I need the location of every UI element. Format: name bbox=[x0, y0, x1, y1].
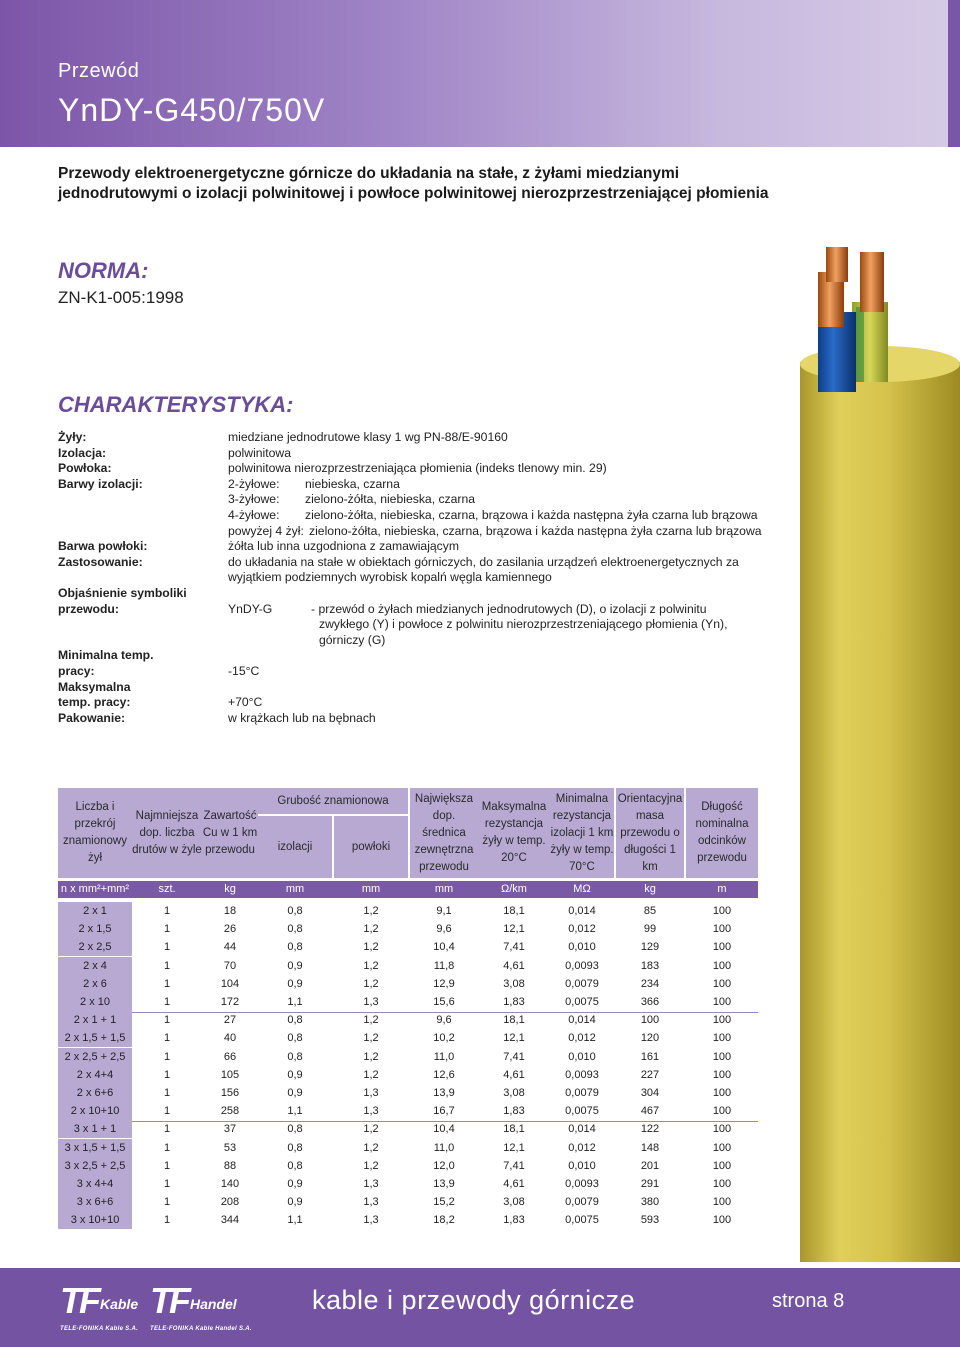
col-header: izolacji bbox=[258, 816, 332, 878]
copper-wire-3 bbox=[826, 247, 848, 282]
table-cell: 0,014 bbox=[568, 1014, 596, 1027]
prop-label: Barwa powłoki: bbox=[58, 539, 148, 554]
table-cell: 2 x 1 + 1 bbox=[58, 1011, 132, 1029]
table-cell: 1,1 bbox=[287, 1105, 303, 1118]
table-cell: 2 x 10 bbox=[58, 993, 132, 1011]
prop-label: przewodu: bbox=[58, 601, 119, 616]
table-cell: 100 bbox=[712, 1159, 732, 1172]
symbol-code: YnDY-G bbox=[228, 601, 273, 616]
table-cell: 37 bbox=[223, 1123, 237, 1136]
table-cell: 1,2 bbox=[363, 905, 379, 917]
prop-label: Pakowanie: bbox=[58, 710, 126, 725]
table-cell: 1,2 bbox=[363, 1014, 379, 1027]
table-cell: 1 bbox=[163, 1032, 171, 1045]
logo-letters: TF bbox=[150, 1280, 188, 1321]
table-cell: 0,0093 bbox=[565, 1068, 599, 1081]
prop-value: -15°C bbox=[228, 664, 260, 678]
table-cell: 2 x 4+4 bbox=[58, 1066, 132, 1084]
table-cell: 26 bbox=[223, 923, 237, 936]
table-row bbox=[58, 1157, 758, 1175]
table-cell: 3 x 4+4 bbox=[58, 1175, 132, 1193]
table-cell: 0,8 bbox=[287, 1123, 303, 1136]
table-cell: 1 bbox=[163, 923, 171, 936]
table-cell: 1,3 bbox=[363, 1196, 379, 1209]
table-cell: 3 x 6+6 bbox=[58, 1193, 132, 1211]
table-row bbox=[58, 1175, 758, 1193]
table-cell: 2 x 4 bbox=[58, 957, 132, 975]
table-cell: 227 bbox=[640, 1068, 660, 1081]
table-cell: 1,1 bbox=[287, 1214, 303, 1227]
table-cell: 0,9 bbox=[287, 959, 303, 972]
table-cell: 100 bbox=[712, 1032, 732, 1045]
table-cell: 1,2 bbox=[363, 1123, 379, 1136]
symbol-explanation: górniczy (G) bbox=[319, 632, 386, 647]
table-cell: 1,3 bbox=[363, 1178, 379, 1190]
cable-illustration bbox=[790, 222, 960, 1262]
norma-title: NORMA: bbox=[58, 258, 149, 283]
table-cell: 100 bbox=[712, 941, 732, 954]
table-cell: 12,1 bbox=[503, 1032, 525, 1045]
table-cell: 258 bbox=[220, 1105, 240, 1118]
logo-name: Handel bbox=[189, 1296, 237, 1312]
table-cell: 100 bbox=[712, 1105, 732, 1118]
unit-cell: Ω/km bbox=[501, 883, 527, 895]
table-cell: 15,2 bbox=[433, 1196, 455, 1209]
table-cell: 593 bbox=[640, 1214, 660, 1227]
table-cell: 4,61 bbox=[503, 959, 525, 972]
table-cell: 3,08 bbox=[503, 1087, 525, 1099]
color-key: 2-żyłowe: bbox=[228, 476, 280, 491]
table-row bbox=[58, 1066, 758, 1084]
table-cell: 0,8 bbox=[287, 1032, 303, 1045]
table-cell: 467 bbox=[640, 1105, 660, 1118]
table-cell: 0,9 bbox=[287, 1087, 303, 1099]
unit-cell: mm bbox=[285, 883, 305, 895]
table-row bbox=[58, 957, 758, 975]
col-header: Najmniejsza dop. liczba drutów w żyle bbox=[132, 788, 202, 878]
table-cell: 0,8 bbox=[287, 923, 303, 936]
table-row bbox=[58, 1084, 758, 1102]
table-row bbox=[58, 1011, 758, 1029]
table-cell: 140 bbox=[220, 1178, 240, 1190]
table-cell: 0,8 bbox=[287, 905, 303, 917]
table-cell: 3 x 1 + 1 bbox=[58, 1120, 132, 1138]
table-cell: 18,1 bbox=[503, 1123, 525, 1136]
prop-value: wyjątkiem podziemnych wyrobisk kopalń węgla kamiennego bbox=[228, 570, 552, 585]
table-cell: 1,3 bbox=[363, 1105, 379, 1118]
table-cell: 0,0075 bbox=[565, 1105, 599, 1118]
logo-name: Kable bbox=[99, 1296, 139, 1312]
table-cell: 10,2 bbox=[433, 1032, 455, 1045]
prop-label: Objaśnienie symboliki bbox=[58, 586, 187, 600]
table-cell: 100 bbox=[712, 1014, 732, 1027]
table-cell: 0,014 bbox=[568, 1123, 596, 1136]
header-banner bbox=[0, 0, 960, 147]
table-cell: 1,2 bbox=[363, 923, 379, 936]
table-cell: 2 x 6+6 bbox=[58, 1084, 132, 1102]
symbol-explanation: - przewód o żyłach miedzianych jednodrutowych (D), o izolacji z polwinitu bbox=[311, 601, 707, 616]
table-cell: 0,9 bbox=[287, 1178, 303, 1190]
symbol-explanation: zwykłego (Y) i powłoce z polwinitu nierozprzestrzeniającego płomienia (Yn), bbox=[319, 617, 728, 632]
footer-tagline: kable i przewody górnicze bbox=[312, 1285, 636, 1315]
page-number: strona 8 bbox=[772, 1290, 845, 1312]
col-header: Zawartość Cu w 1 km przewodu bbox=[202, 788, 258, 878]
prop-value: +70°C bbox=[228, 695, 263, 710]
table-row bbox=[58, 1029, 758, 1047]
table-cell: 1,83 bbox=[503, 1105, 525, 1118]
table-cell: 1,2 bbox=[363, 1159, 379, 1172]
prop-value: do układania na stałe w obiektach górniczych, do zasilania urządzeń elektroenergetycznych za bbox=[228, 554, 739, 569]
units-row bbox=[58, 881, 758, 898]
logo-letters: TF bbox=[60, 1280, 98, 1321]
table-cell: 18 bbox=[223, 905, 237, 917]
table-cell: 0,8 bbox=[287, 941, 303, 954]
table-cell: 100 bbox=[712, 1087, 732, 1099]
table-cell: 100 bbox=[712, 1068, 732, 1081]
color-key: 4-żyłowe: bbox=[228, 508, 280, 522]
prop-label: Zastosowanie: bbox=[58, 554, 143, 569]
table-cell: 11,8 bbox=[433, 959, 455, 972]
table-cell: 304 bbox=[640, 1087, 660, 1099]
intro-text: Przewody elektroenergetyczne górnicze do układania na stałe, z żyłami miedzianymi jednodrutowymi o izolacji polwinitowej i powłoce polwinitowej nierozprzestrzeniającej płomienia bbox=[58, 165, 769, 202]
table-cell: 1,2 bbox=[363, 941, 379, 954]
table-cell: 3 x 10+10 bbox=[58, 1211, 132, 1229]
table-cell: 1 bbox=[163, 1068, 171, 1081]
table-cell: 12,1 bbox=[503, 923, 525, 936]
color-value: zielono-żółta, niebieska, czarna, brązowa i każda następna żyła czarna lub brązowa bbox=[305, 508, 758, 522]
table-cell: 172 bbox=[220, 996, 240, 1008]
table-cell: 85 bbox=[643, 905, 657, 917]
table-cell: 291 bbox=[640, 1178, 660, 1190]
table-cell: 18,2 bbox=[433, 1214, 455, 1227]
color-value: niebieska, czarna bbox=[305, 476, 400, 491]
table-cell: 11,0 bbox=[433, 1050, 455, 1063]
table-cell: 13,9 bbox=[433, 1178, 455, 1190]
col-group-header: Grubość znamionowa bbox=[258, 788, 408, 814]
prop-value: miedziane jednodrutowe klasy 1 wg PN-88/E-90160 bbox=[228, 430, 508, 444]
col-header: Minimalna rezystancja izolacji 1 km żyły w temp. 70°C bbox=[550, 788, 614, 878]
table-row bbox=[58, 920, 758, 938]
logo-company: TELE-FONIKA Kable S.A. bbox=[60, 1326, 139, 1332]
table-cell: 2 x 2,5 bbox=[58, 938, 132, 956]
table-cell: 100 bbox=[640, 1014, 660, 1027]
table-cell: 234 bbox=[640, 977, 660, 990]
table-cell: 100 bbox=[712, 1123, 732, 1136]
core-stripe bbox=[856, 307, 864, 382]
table-row bbox=[58, 1102, 758, 1120]
table-cell: 1 bbox=[163, 1105, 171, 1118]
table-cell: 148 bbox=[640, 1141, 660, 1154]
table-cell: 1 bbox=[163, 996, 171, 1008]
copper-wire-2 bbox=[860, 252, 884, 312]
table-cell: 12,0 bbox=[433, 1159, 455, 1172]
table-cell: 0,8 bbox=[287, 1159, 303, 1172]
table-cell: 1 bbox=[163, 1123, 171, 1136]
cable-sheath bbox=[800, 362, 960, 1262]
table-cell: 1,2 bbox=[363, 1050, 379, 1063]
table-cell: 0,9 bbox=[287, 1196, 303, 1209]
table-cell: 4,61 bbox=[503, 1068, 525, 1081]
table-cell: 380 bbox=[640, 1196, 660, 1209]
table-row bbox=[58, 993, 758, 1011]
table-cell: 0,0079 bbox=[565, 1087, 599, 1099]
table-cell: 53 bbox=[223, 1141, 237, 1154]
table-cell: 0,012 bbox=[568, 1141, 596, 1154]
table-cell: 1,2 bbox=[363, 959, 379, 972]
table-cell: 129 bbox=[640, 941, 660, 954]
col-header: Orientacyjna masa przewodu o długości 1 km bbox=[616, 788, 684, 878]
table-cell: 1 bbox=[163, 1141, 171, 1154]
table-cell: 18,1 bbox=[503, 905, 525, 917]
prop-label: Minimalna temp. bbox=[58, 648, 154, 663]
table-cell: 3,08 bbox=[503, 977, 525, 990]
table-row bbox=[58, 975, 758, 993]
table-cell: 1 bbox=[163, 1087, 171, 1099]
table-cell: 7,41 bbox=[503, 941, 525, 954]
table-cell: 4,61 bbox=[503, 1178, 525, 1190]
unit-cell: MΩ bbox=[573, 883, 591, 895]
table-cell: 0,8 bbox=[287, 1014, 303, 1027]
table-cell: 0,010 bbox=[568, 1159, 596, 1172]
prop-label: Barwy izolacji: bbox=[58, 476, 143, 491]
table-cell: 100 bbox=[712, 1214, 732, 1227]
unit-cell: m bbox=[717, 883, 727, 895]
table-cell: 0,9 bbox=[287, 977, 303, 990]
prop-value: w krążkach lub na bębnach bbox=[228, 710, 376, 725]
table-cell: 2 x 1 bbox=[58, 902, 132, 920]
table-cell: 0,0075 bbox=[565, 996, 599, 1008]
table-cell: 3,08 bbox=[503, 1196, 525, 1209]
prop-label: Maksymalna bbox=[58, 679, 131, 694]
table-cell: 3 x 2,5 + 2,5 bbox=[58, 1157, 132, 1175]
table-cell: 0,012 bbox=[568, 1032, 596, 1045]
table-cell: 10,4 bbox=[433, 941, 455, 954]
table-cell: 7,41 bbox=[503, 1159, 525, 1172]
table-cell: 1,2 bbox=[363, 1032, 379, 1045]
table-cell: 100 bbox=[712, 996, 732, 1008]
table-cell: 100 bbox=[712, 1141, 732, 1154]
table-cell: 1,3 bbox=[363, 1087, 379, 1099]
table-row bbox=[58, 1211, 758, 1229]
table-cell: 16,7 bbox=[433, 1105, 455, 1118]
col-header: Największa dop. średnica zewnętrzna przewodu bbox=[410, 788, 478, 878]
table-cell: 104 bbox=[220, 977, 240, 990]
table-cell: 27 bbox=[223, 1014, 237, 1027]
table-cell: 161 bbox=[640, 1050, 660, 1063]
table-cell: 12,6 bbox=[433, 1068, 455, 1081]
table-cell: 0,014 bbox=[568, 905, 596, 917]
table-cell: 1 bbox=[163, 959, 171, 972]
table-cell: 2 x 2,5 + 2,5 bbox=[58, 1048, 132, 1066]
logo-company: TELE-FONIKA Kable Handel S.A. bbox=[150, 1326, 252, 1332]
header-edge bbox=[948, 0, 960, 147]
table-cell: 2 x 6 bbox=[58, 975, 132, 993]
table-cell: 9,6 bbox=[436, 1014, 452, 1027]
table-cell: 2 x 10+10 bbox=[58, 1102, 132, 1120]
table-cell: 100 bbox=[712, 1050, 732, 1063]
table-cell: 44 bbox=[223, 941, 237, 954]
prop-label: Powłoka: bbox=[58, 461, 112, 476]
table-cell: 15,6 bbox=[433, 996, 455, 1008]
norma-value: ZN-K1-005:1998 bbox=[58, 288, 184, 307]
table-cell: 1,2 bbox=[363, 977, 379, 990]
table-cell: 7,41 bbox=[503, 1050, 525, 1063]
table-cell: 70 bbox=[223, 959, 237, 972]
col-header: Liczba i przekrój znamionowy żył bbox=[58, 788, 132, 878]
table-cell: 99 bbox=[643, 923, 657, 936]
table-cell: 201 bbox=[640, 1159, 660, 1172]
table-cell: 0,010 bbox=[568, 941, 596, 954]
table-cell: 0,0079 bbox=[565, 1196, 599, 1209]
col-header: powłoki bbox=[334, 816, 408, 878]
table-cell: 183 bbox=[640, 959, 660, 972]
table-cell: 100 bbox=[712, 1196, 732, 1209]
table-cell: 0,0079 bbox=[565, 977, 599, 990]
table-cell: 1,2 bbox=[363, 1068, 379, 1081]
logo-tf-handel bbox=[150, 1280, 252, 1332]
table-cell: 13,9 bbox=[433, 1087, 455, 1099]
header-subtitle: Przewód bbox=[58, 60, 140, 82]
table-cell: 156 bbox=[220, 1087, 240, 1099]
table-cell: 1 bbox=[163, 1196, 171, 1209]
unit-cell: szt. bbox=[158, 883, 176, 895]
prop-label: Izolacja: bbox=[58, 445, 107, 460]
unit-cell: kg bbox=[224, 883, 236, 895]
prop-value: polwinitowa nierozprzestrzeniająca płomienia (indeks tlenowy min. 29) bbox=[228, 461, 607, 476]
table-cell: 105 bbox=[220, 1068, 240, 1081]
table-cell: 1,1 bbox=[287, 996, 303, 1008]
table-row bbox=[58, 938, 758, 956]
table-cell: 1 bbox=[163, 1178, 171, 1190]
table-cell: 1 bbox=[163, 1214, 171, 1227]
prop-label: Żyły: bbox=[58, 430, 87, 444]
unit-cell: n x mm²+mm² bbox=[60, 883, 130, 895]
table-row bbox=[58, 1139, 758, 1157]
unit-cell: mm bbox=[361, 883, 381, 895]
table-cell: 88 bbox=[223, 1159, 237, 1172]
table-cell: 1 bbox=[163, 941, 171, 954]
table-cell: 208 bbox=[220, 1196, 240, 1209]
table-cell: 11,0 bbox=[433, 1141, 455, 1154]
table-cell: 0,0093 bbox=[565, 959, 599, 972]
table-cell: 1 bbox=[163, 977, 171, 990]
table-cell: 366 bbox=[640, 996, 660, 1008]
table-cell: 0,8 bbox=[287, 1050, 303, 1063]
table-cell: 1 bbox=[163, 905, 171, 917]
table-cell: 0,0093 bbox=[565, 1178, 599, 1190]
table-row bbox=[58, 1193, 758, 1211]
table-cell: 122 bbox=[640, 1123, 660, 1136]
table-cell: 66 bbox=[223, 1050, 237, 1063]
table-cell: 1,3 bbox=[363, 996, 379, 1008]
table-cell: 3 x 1,5 + 1,5 bbox=[58, 1139, 132, 1157]
table-cell: 1,83 bbox=[503, 1214, 525, 1227]
table-cell: 0,8 bbox=[287, 1141, 303, 1154]
table-cell: 12,9 bbox=[433, 977, 455, 990]
table-cell: 1 bbox=[163, 1159, 171, 1172]
table-cell: 0,010 bbox=[568, 1050, 596, 1063]
col-header: Maksymalna rezystancja żyły w temp. 20°C bbox=[478, 788, 550, 878]
color-key: powyżej 4 żył: bbox=[228, 523, 304, 538]
unit-cell: mm bbox=[434, 883, 454, 895]
table-cell: 1 bbox=[163, 1050, 171, 1063]
color-value: zielono-żółta, niebieska, czarna bbox=[305, 492, 476, 507]
color-value: zielono-żółta, niebieska, czarna, brązowa i każda następna żyła czarna lub brązowa bbox=[309, 523, 762, 538]
table-cell: 100 bbox=[712, 1178, 732, 1190]
unit-cell: kg bbox=[644, 883, 656, 895]
table-cell: 1 bbox=[163, 1014, 171, 1027]
table-cell: 0,012 bbox=[568, 923, 596, 936]
page-title: YnDY-G450/750V bbox=[58, 92, 326, 128]
col-header: Długość nominalna odcinków przewodu bbox=[686, 788, 758, 878]
prop-label: temp. pracy: bbox=[58, 695, 131, 710]
table-cell: 2 x 1,5 bbox=[58, 920, 132, 938]
table-row bbox=[58, 1120, 758, 1138]
table-row bbox=[58, 902, 758, 920]
table-cell: 100 bbox=[712, 923, 732, 936]
table-cell: 100 bbox=[712, 959, 732, 972]
table-cell: 18,1 bbox=[503, 1014, 525, 1027]
table-cell: 9,6 bbox=[436, 923, 452, 936]
characteristics-title: CHARAKTERYSTYKA: bbox=[58, 392, 294, 417]
table-cell: 2 x 1,5 + 1,5 bbox=[58, 1029, 132, 1047]
table-cell: 344 bbox=[220, 1214, 240, 1227]
table-cell: 40 bbox=[223, 1032, 237, 1045]
table-cell: 12,1 bbox=[503, 1141, 525, 1154]
table-cell: 1,83 bbox=[503, 996, 525, 1008]
table-cell: 10,4 bbox=[433, 1123, 455, 1136]
prop-label: pracy: bbox=[58, 664, 95, 678]
table-cell: 100 bbox=[712, 977, 732, 990]
table-cell: 0,0075 bbox=[565, 1214, 599, 1227]
color-key: 3-żyłowe: bbox=[228, 492, 280, 507]
table-cell: 1,2 bbox=[363, 1141, 379, 1154]
footer-banner bbox=[0, 1268, 960, 1347]
table-row bbox=[58, 1048, 758, 1066]
prop-value: żółta lub inna uzgodniona z zamawiającym bbox=[228, 539, 460, 554]
logo-tf-kable bbox=[60, 1280, 139, 1332]
prop-value: polwinitowa bbox=[228, 445, 292, 460]
table-cell: 120 bbox=[640, 1032, 660, 1045]
table-cell: 100 bbox=[712, 905, 732, 917]
table-cell: 0,9 bbox=[287, 1068, 303, 1081]
table-cell: 1,3 bbox=[363, 1214, 379, 1227]
table-cell: 9,1 bbox=[436, 905, 452, 917]
